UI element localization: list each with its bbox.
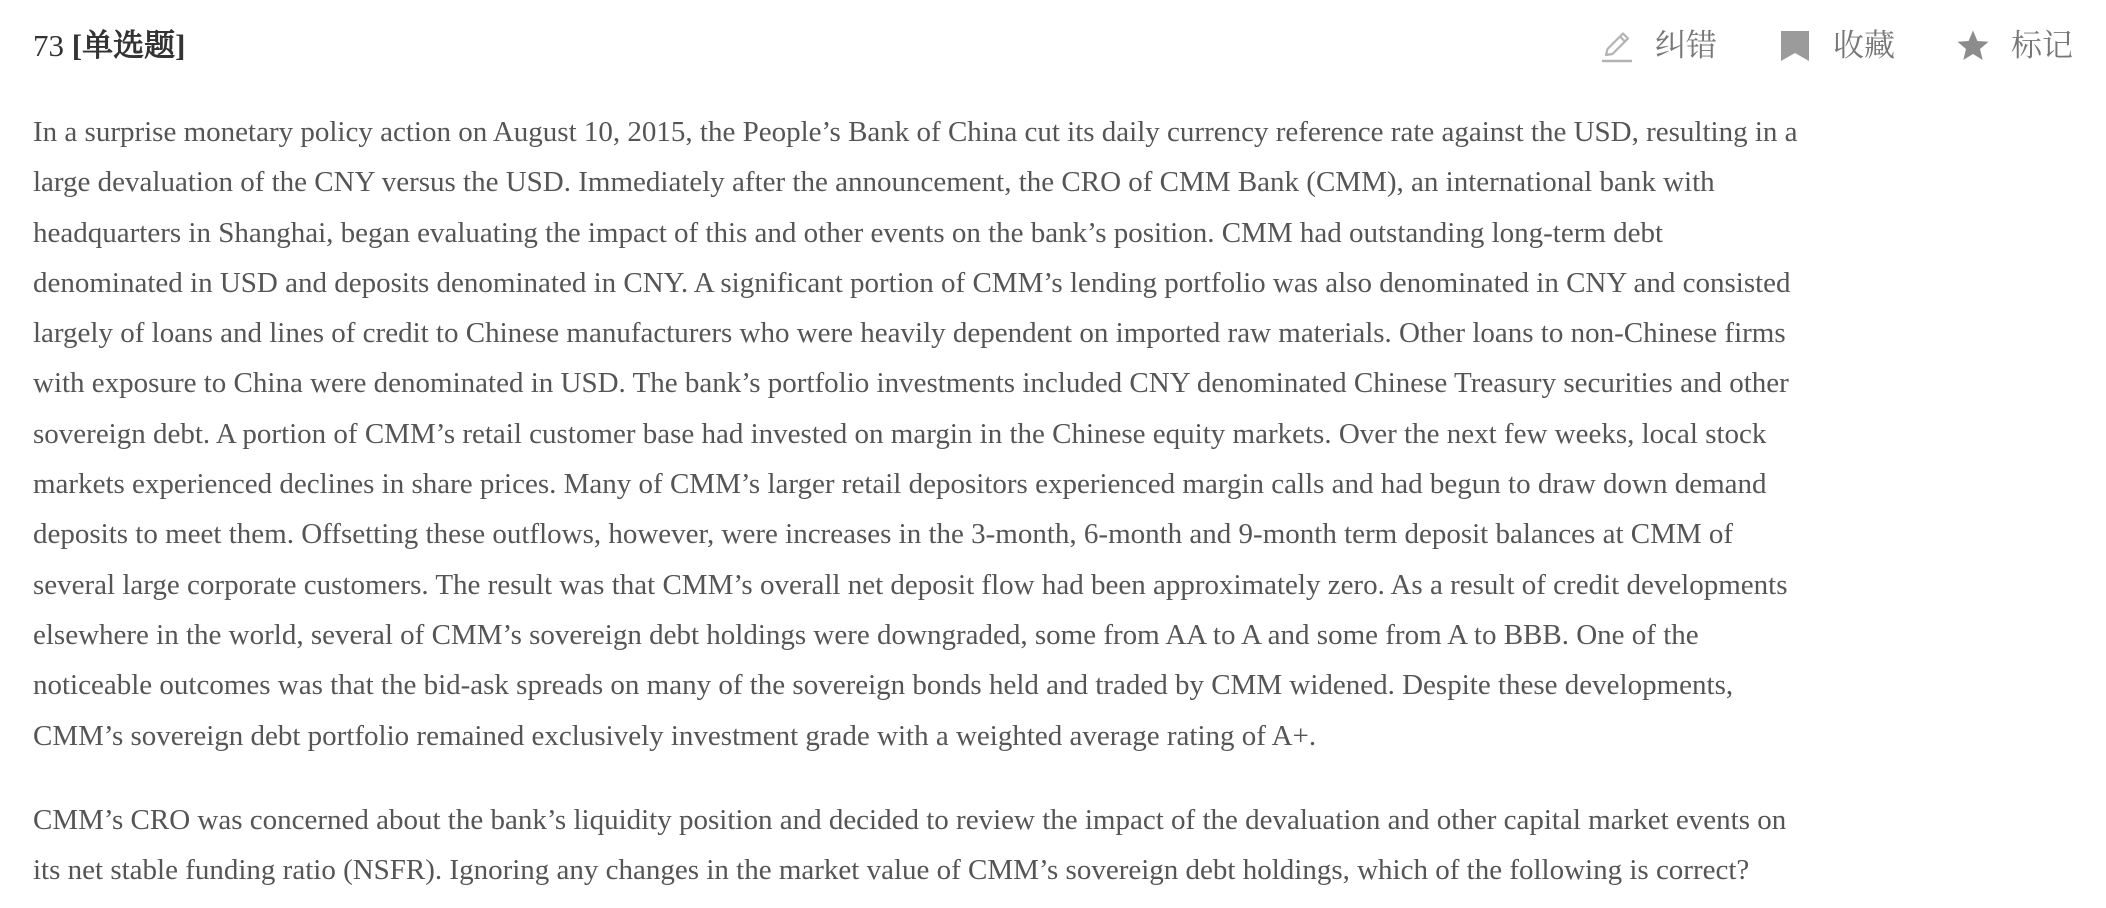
report-error-label: 纠错 [1655,28,1717,64]
question-type: [单选题] [71,28,186,63]
report-error-button[interactable] [1599,26,1717,66]
stem-line: CMM’s CRO was concerned about the bank’s liquidity position and decided to review the impact of the devaluation and other capital market events on [33,803,1787,836]
scenario-line: In a surprise monetary policy action on August 10, 2015, the People’s Bank of China cut its daily currency reference rate against the USD, resulting in a [33,116,1798,148]
question-number: 73 [33,28,64,63]
scenario-line: headquarters in Shanghai, began evaluating the impact of this and other events on the bank’s position. CMM had outstanding long-term debt [33,216,1664,249]
scenario-line: markets experienced declines in share prices. Many of CMM’s larger retail depositors experienced margin calls and had begun to draw down demand [33,468,1767,501]
mark-button[interactable] [1955,26,2073,66]
scenario-line: noticeable outcomes was that the bid-ask spreads on many of the sovereign bonds held and traded by CMM widened. Despite these developments, [33,669,1734,702]
favorite-button[interactable] [1777,26,1895,66]
scenario-line: with exposure to China were denominated in USD. The bank’s portfolio investments included CNY denominated Chinese Treasury securities and other [33,367,1789,400]
star-icon [1955,28,1991,64]
scenario-line: CMM’s sovereign debt portfolio remained exclusively investment grade with a weighted average rating of A+. [33,719,1317,752]
question-content [33,107,2083,895]
favorite-label: 收藏 [1833,28,1895,64]
mark-label: 标记 [2011,28,2073,64]
scenario-line: largely of loans and lines of credit to Chinese manufacturers who were heavily dependent on imported raw materials. Other loans to non-Chinese firms [33,317,1786,350]
pencil-icon [1599,28,1635,64]
bookmark-icon [1777,28,1813,64]
scenario-line: large devaluation of the CNY versus the USD. Immediately after the announcement, the CRO of CMM Bank (CMM), an international bank with [33,166,1715,199]
scenario-line: sovereign debt. A portion of CMM’s retail customer base had invested on margin in the Chinese equity markets. Over the next few weeks, local stock [33,417,1767,450]
question-actions [1539,24,2073,68]
question-title [33,28,185,64]
scenario-line: denominated in USD and deposits denominated in CNY. A significant portion of CMM’s lending portfolio was also denominated in CNY and consisted [33,266,1791,299]
scenario-line: deposits to meet them. Offsetting these outflows, however, were increases in the 3-month, 6-month and 9-month term deposit balances at CMM of [33,518,1734,551]
scenario-line: elsewhere in the world, several of CMM’s sovereign debt holdings were downgraded, some from AA to A and some from A to BBB. One of the [33,618,1699,651]
stem-line: its net stable funding ratio (NSFR). Ignoring any changes in the market value of CMM’s sovereign debt holdings, which of the following is correct? [33,854,1750,887]
scenario-line: several large corporate customers. The result was that CMM’s overall net deposit flow had been approximately zero. As a result of credit developments [33,568,1788,601]
question-header [33,22,2073,74]
question-stem [33,795,2083,896]
scenario-paragraph [33,107,2083,761]
